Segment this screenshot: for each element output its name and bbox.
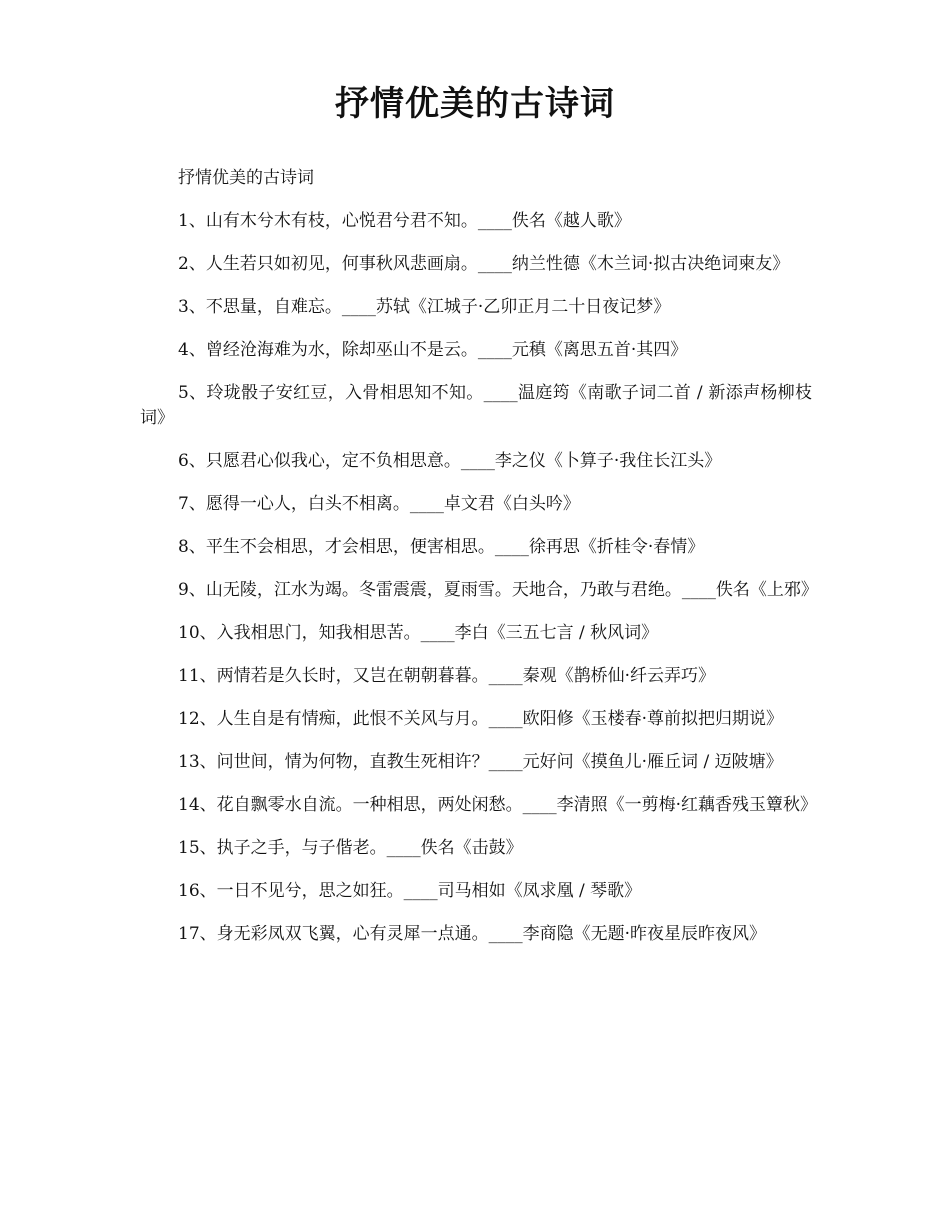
poem-line-2: 2、人生若只如初见，何事秋风悲画扇。____纳兰性德《木兰词·拟古决绝词柬友》 bbox=[178, 254, 790, 274]
poem-line-7: 7、愿得一心人，白头不相离。____卓文君《白头吟》 bbox=[178, 494, 580, 514]
poem-line-1: 1、山有木兮木有枝，心悦君兮君不知。____佚名《越人歌》 bbox=[178, 211, 631, 231]
poem-line-16: 16、一日不见兮，思之如狂。____司马相如《凤求凰 / 琴歌》 bbox=[178, 881, 642, 901]
intro-line: 抒情优美的古诗词 bbox=[178, 168, 314, 188]
poem-line-11: 11、两情若是久长时，又岂在朝朝暮暮。____秦观《鹊桥仙·纤云弄巧》 bbox=[178, 666, 716, 686]
poem-line-10: 10、入我相思门，知我相思苦。____李白《三五七言 / 秋风词》 bbox=[178, 623, 659, 643]
poem-line-4: 4、曾经沧海难为水，除却巫山不是云。____元稹《离思五首·其四》 bbox=[178, 340, 688, 360]
poem-line-3: 3、不思量，自难忘。____苏轼《江城子·乙卯正月二十日夜记梦》 bbox=[178, 297, 671, 317]
poem-line-9: 9、山无陵，江水为竭。冬雷震震，夏雨雪。天地合，乃敢与君绝。____佚名《上邪》 bbox=[178, 580, 818, 600]
document-title: 抒情优美的古诗词 bbox=[335, 84, 615, 124]
poem-line-13: 13、问世间，情为何物，直教生死相许？____元好问《摸鱼儿·雁丘词 / 迈陂塘》 bbox=[178, 752, 783, 772]
poem-line-5: 5、玲珑骰子安红豆，入骨相思知不知。____温庭筠《南歌子词二首 / 新添声杨柳枝词》 bbox=[140, 383, 812, 428]
poem-line-15: 15、执子之手，与子偕老。____佚名《击鼓》 bbox=[178, 838, 523, 858]
poem-line-8: 8、平生不会相思，才会相思，便害相思。____徐再思《折桂令·春情》 bbox=[178, 537, 705, 557]
poem-line-12: 12、人生自是有情痴，此恨不关风与月。____欧阳修《玉楼春·尊前拟把归期说》 bbox=[178, 709, 784, 729]
poem-line-17: 17、身无彩凤双飞翼，心有灵犀一点通。____李商隐《无题·昨夜星辰昨夜风》 bbox=[178, 924, 767, 944]
poem-line-14: 14、花自飘零水自流。一种相思，两处闲愁。____李清照《一剪梅·红藕香残玉簟秋》 bbox=[178, 795, 818, 815]
document-body bbox=[140, 166, 818, 965]
poem-line-6: 6、只愿君心似我心，定不负相思意。____李之仪《卜算子·我住长江头》 bbox=[178, 451, 722, 471]
